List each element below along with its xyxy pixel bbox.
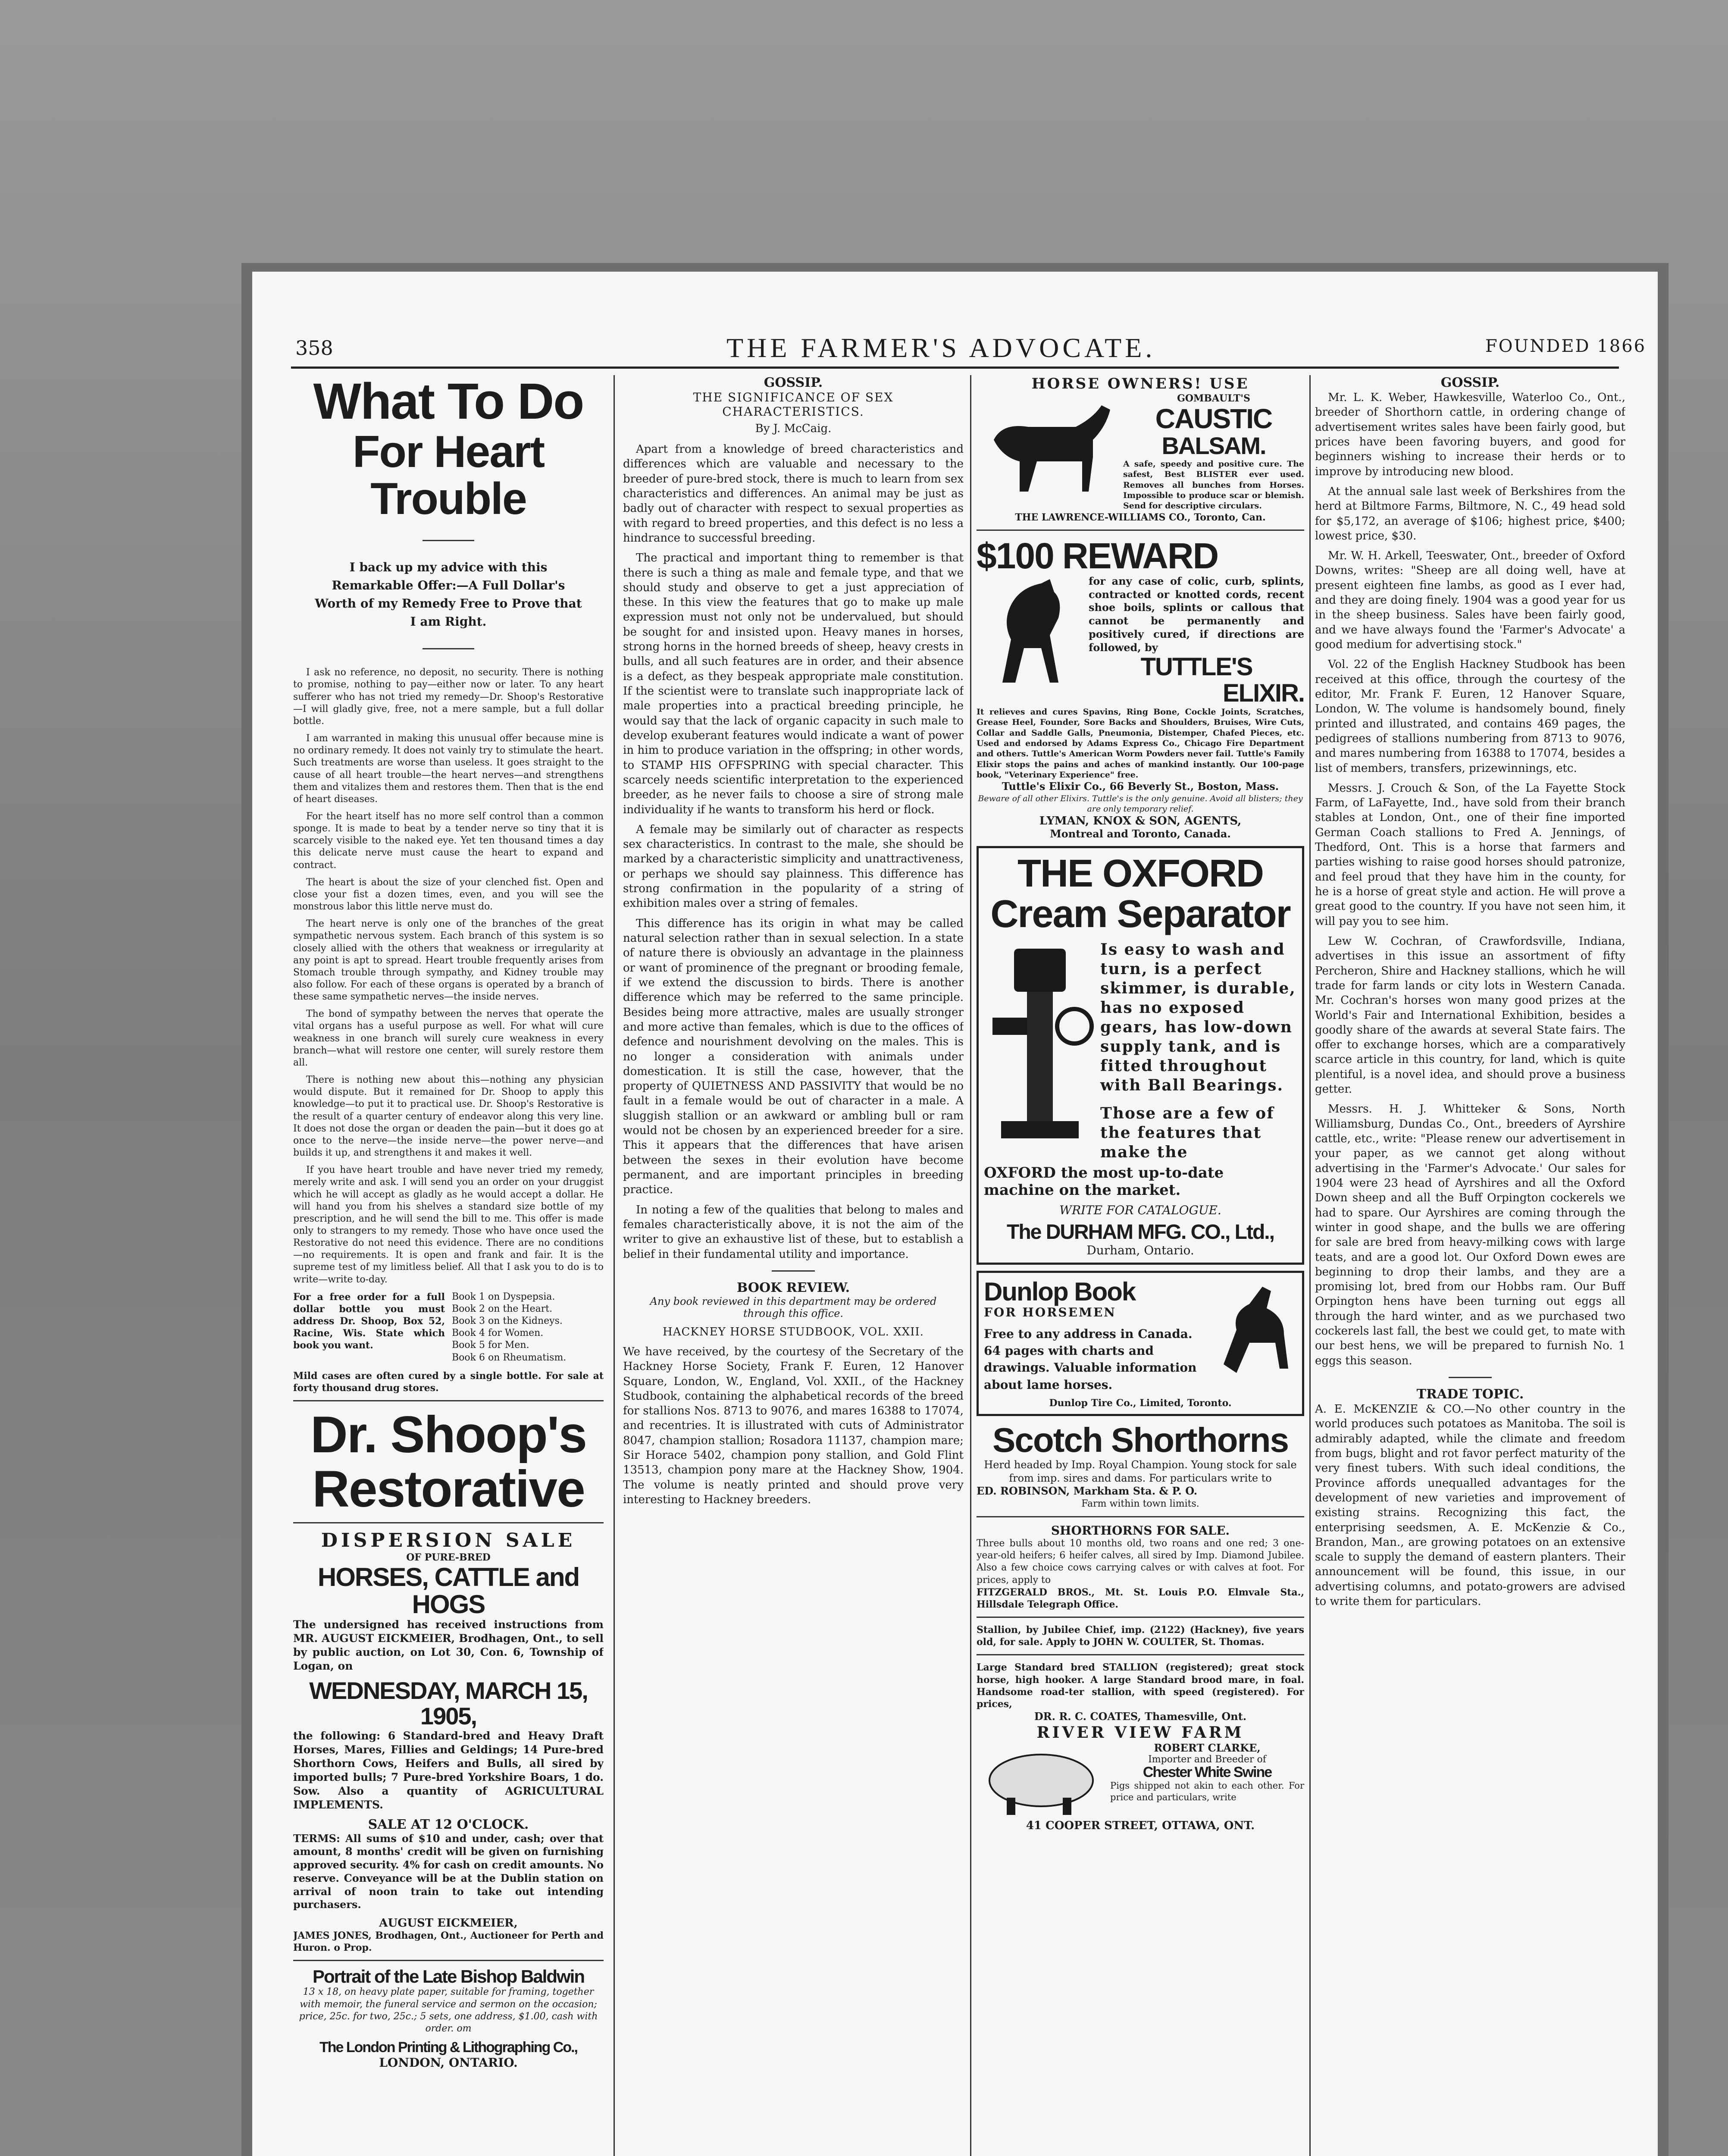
order-block bbox=[293, 1291, 604, 1364]
book-item: Book 3 on the Kidneys. bbox=[452, 1316, 563, 1327]
chester-text-block bbox=[1110, 1742, 1304, 1819]
shoop-title-2: Restorative bbox=[312, 1460, 585, 1518]
horses-title: HORSES, CATTLE and HOGS bbox=[317, 1563, 579, 1619]
offer-text: I back up my advice with this Remarkable Offer:—A Full Dollar's Worth of my Remedy Free to Prove that I am Right. bbox=[315, 560, 582, 629]
book-item: Book 1 on Dyspepsia. bbox=[452, 1291, 555, 1302]
gossip-para: Mr. L. K. Weber, Hawkesville, Waterloo Co., Ont., breeder of Shorthorn cattle, in ordering change of advertisement writes sales have been fairly good, but prices have been favoring buyers, and good for beginners wishing to increase their herds or to improve by introducing new blood. bbox=[1315, 391, 1625, 478]
divider bbox=[977, 1516, 1304, 1517]
oxford-ad bbox=[977, 846, 1304, 1265]
sale-date: WEDNESDAY, MARCH 15, 1905, bbox=[309, 1677, 588, 1730]
heart-body bbox=[293, 667, 604, 1286]
gossip-heading: GOSSIP. bbox=[1440, 375, 1500, 390]
caustic-desc: A safe, speedy and positive cure. The safest, Best BLISTER ever used. Removes all bunches from Horses. Impossible to produce scar or blemish. Send for descriptive circulars. bbox=[1123, 459, 1304, 511]
horse-icon bbox=[977, 392, 1119, 500]
divider bbox=[293, 1960, 604, 1961]
divider bbox=[977, 1654, 1304, 1655]
dunlop-horsemen: FOR HORSEMEN bbox=[984, 1305, 1116, 1320]
dunlop-ad bbox=[977, 1271, 1304, 1416]
fitzgerald: FITZGERALD BROS., Mt. St. Louis P.O. Elmvale Sta., Hillsdale Telegraph Office. bbox=[977, 1586, 1304, 1610]
tuttle-text-block bbox=[1089, 575, 1304, 707]
newspaper-page bbox=[252, 272, 1658, 2156]
reward-amount: $100 bbox=[977, 535, 1054, 576]
column-divider bbox=[1309, 375, 1311, 2156]
review-heading: BOOK REVIEW. bbox=[736, 1280, 850, 1295]
review-note: Any book reviewed in this department may be ordered through this office. bbox=[650, 1295, 937, 1319]
durham-ontario: Durham, Ontario. bbox=[1086, 1243, 1194, 1258]
dunlop-company: Dunlop Tire Co., Limited, Toronto. bbox=[1049, 1397, 1232, 1409]
heart-para: The bond of sympathy between the nerves that operate the vital organs has a useful purpose as well. For what will cure weakness in one branch will surely cure weakness in every branch—what will restore one center, will surely restore them all. bbox=[293, 1009, 604, 1068]
standard-ad: Large Standard bred STALLION (registered); great stock horse, high hooker. A large Standard brood mare, in foal. Handsome road-ter stallion, with speed (registered). For prices, bbox=[977, 1662, 1304, 1710]
column-divider bbox=[614, 375, 615, 2156]
book-item: Book 2 on the Heart. bbox=[452, 1303, 553, 1314]
oxford-features-2: Those are a few of the features that make the bbox=[1100, 1104, 1274, 1161]
book-item: Book 6 on Rheumatism. bbox=[452, 1352, 567, 1363]
chester-white: Chester White Swine bbox=[1143, 1764, 1272, 1780]
lyman-knox: LYMAN, KNOX & SON, AGENTS, bbox=[1039, 814, 1242, 827]
article-para: A female may be similarly out of character as respects sex characteristics. In contrast to the male, she should be marked by a characteristic simplicity and unattractiveness, or perhaps we should say plainness. This difference has strong confirmation in the popularity of a string of exhibition males over a string of females. bbox=[623, 823, 964, 910]
divider bbox=[977, 1617, 1304, 1618]
sale-text: The undersigned has received instructions from MR. AUGUST EICKMEIER, Brodhagen, Ont., to sell by public auction, on Lot 30, Con. 6, Township of Logan, on bbox=[293, 1618, 604, 1673]
sale-list: the following: 6 Standard-bred and Heavy Draft Horses, Mares, Fillies and Geldings; 14 Pure-bred Shorthorn Cows, Heifers and Bulls, all sired by imported bulls; 7 Pure-bred Yorkshire Boars, 1 do. Sow. Also a quantity of AGRICULTURAL IMPLEMENTS. bbox=[293, 1729, 604, 1811]
heart-para: The heart is about the size of your clenched fist. Open and close your fist a dozen times, even, and you will see the monstrous labor this little nerve must do. bbox=[293, 877, 604, 912]
pure-bred-label: OF PURE-BRED bbox=[406, 1552, 491, 1564]
oxford-text-block bbox=[1100, 940, 1297, 1164]
chester-desc: Pigs shipped not akin to each other. For price and particulars, write bbox=[1110, 1780, 1304, 1803]
column-2 bbox=[623, 375, 964, 2156]
heart-para: For the heart itself has no more self control than a common sponge. It is made to beat by a tender nerve so tiny that it is scarcely visible to the naked eye. Yet ten thousand times a day this delicate nerve must cause the heart to expand and contract. bbox=[293, 811, 604, 871]
caustic: CAUSTIC bbox=[1155, 403, 1272, 435]
sale-terms: TERMS: All sums of $10 and under, cash; over that amount, 8 months' credit will be given on furnishing approved security. 4% for cash on credit amounts. No reserve. Conveyance will be at the Dublin station on arrival of noon train to take out intending purchasers. bbox=[293, 1832, 604, 1911]
horse-owners: HORSE OWNERS! USE bbox=[1031, 375, 1249, 392]
scotch-shorthorns: Scotch Shorthorns bbox=[992, 1420, 1289, 1459]
header-rule bbox=[291, 367, 1619, 369]
column-4 bbox=[1315, 375, 1625, 2156]
sale-time: SALE AT 12 O'CLOCK. bbox=[368, 1817, 529, 1832]
page-number: 358 bbox=[295, 336, 333, 360]
founded-line: FOUNDED 1866 bbox=[1485, 336, 1647, 356]
caustic-balsam-ad bbox=[977, 392, 1304, 511]
byline: By J. McCaig. bbox=[755, 422, 832, 435]
london-printing: The London Printing & Lithographing Co., bbox=[319, 2039, 577, 2056]
cooper-street: 41 COOPER STREET, OTTAWA, ONT. bbox=[1026, 1819, 1255, 1832]
heart-para: If you have heart trouble and have never tried my remedy, merely write and ask. I will send you an order on your druggist which he will accept as gladly as he would accept a dollar. He will hand you from his shelves a standard size bottle of my prescription, and he will send the bill to me. This offer is made only to strangers to my remedy. Those who have once used the Restorative do not need this evidence. There are no conditions—no requirements. It is open and frank and fair. It is the supreme test of my limitless belief. All that I ask you to do is to write—write to-day. bbox=[293, 1165, 604, 1285]
trade-text: A. E. McKENZIE & CO.—No other country in the world produces such potatoes as Manitoba. The soil is admirably adapted, while the climate and freedom from bugs, blight and rot favor perfect maturity of the very finest tubers. With such ideal conditions, the Province affords unequalled advantages for the development of new varieties and improvement of existing strains. Recognizing this fact, the enterprising seedsmen, A. E. McKenzie & Co., Brandon, Man., are growing potatoes on an extensive scale to supply the demand of eastern planters. Their announcement will be found, this issue, in our advertising columns, and potato-growers are advised to write them for particulars. bbox=[1315, 1403, 1625, 1608]
oxford-features: Is easy to wash and turn, is a perfect skimmer, is durable, has no exposed gears, has low-down supply tank, and is fitted throughout with Ball Bearings. bbox=[1100, 940, 1296, 1094]
dunlop-text-block bbox=[984, 1278, 1211, 1393]
column-1 bbox=[293, 375, 604, 2156]
mild-cases: Mild cases are often cured by a single bottle. For sale at forty thousand drug stores. bbox=[293, 1370, 604, 1394]
scotch-desc: Herd headed by Imp. Royal Champion. Young stock for sale from imp. sires and dams. For particulars write to bbox=[984, 1458, 1297, 1484]
bucking-horse-icon bbox=[1211, 1278, 1297, 1382]
divider bbox=[293, 1522, 604, 1523]
dunlop-top bbox=[984, 1278, 1297, 1393]
write-catalogue: WRITE FOR CATALOGUE. bbox=[1059, 1203, 1221, 1217]
heart-para: There is nothing new about this—nothing any physician would dispute. But it remained for Dr. Shoop to apply this knowledge—to put it to practical use. Dr. Shoop's Restorative is the result of a quarter century of endeavor along this very line. It does not dose the organ or deaden the pain—but it does go at once to the nerve—the inside nerve—the power nerve—and builds it up, and strengthens it and makes it well. bbox=[293, 1075, 604, 1159]
rearing-horse-icon bbox=[977, 575, 1084, 691]
gossip-para: Messrs. H. J. Whitteker & Sons, North Williamsburg, Dundas Co., Ont., breeders of Ayrshire cattle, etc., write: "Please renew our advertisement in your paper, as we cannot get along without advertising in the 'Farmer's Advocate.' Our sales for 1904 were 23 head of Ayrshires and all the Oxford Down sheep and all the Buff Orpington cockerels we had to spare. Our Ayrshires are coming through the winter in good shape, and the bulls we are offering for sale are bred from heavy-milking cows with large teats, and are a good lot. Our Oxford Down ewes are beginning to drop their lambs, and they are a promising lot, bred from our Hobbs ram. Our Buff Orpington hens have been turning out eggs all through the hard winter, and as we purchased two cockerels last fall, the best we could get, to mate with our best hens, we will be prepared to furnish No. 1 eggs this season. bbox=[1315, 1103, 1625, 1367]
short-rule bbox=[423, 648, 474, 649]
dunlop-title: Dunlop Book bbox=[984, 1277, 1136, 1307]
pig-icon bbox=[977, 1742, 1106, 1819]
gombaults: GOMBAULT'S bbox=[1177, 393, 1250, 404]
article-title: THE SIGNIFICANCE OF SEX CHARACTERISTICS. bbox=[693, 390, 894, 419]
shorthorns-desc: Three bulls about 10 months old, two roans and one red; 3 one-year-old heifers; 6 heifer calves, all sired by Imp. Diamond Jubilee. Also a few choice cows carrying calves or with calves at foot. For prices, apply to bbox=[977, 1538, 1304, 1586]
caustic-text-block bbox=[1123, 392, 1304, 511]
oxford-body bbox=[984, 940, 1297, 1164]
shorthorns-sale: SHORTHORNS FOR SALE. bbox=[1051, 1523, 1230, 1538]
book-item: Book 4 for Women. bbox=[452, 1328, 544, 1339]
tuttle-name: TUTTLE'S bbox=[1140, 653, 1252, 681]
dispersion-sale: DISPERSION SALE bbox=[321, 1529, 576, 1552]
oxford-machine: OXFORD the most up-to-date machine on the market. bbox=[984, 1164, 1224, 1199]
heart-para: I ask no reference, no deposit, no security. There is nothing to promise, nothing to pay—either now or later. To any heart sufferer who has not tried my remedy—Dr. Shoop's Restorative—I will gladly give, free, not a mere sample, but a full dollar bottle. bbox=[293, 667, 604, 727]
lawrence-williams: THE LAWRENCE-WILLIAMS CO., Toronto, Can. bbox=[1015, 511, 1266, 523]
heart-headline-2: For Heart Trouble bbox=[352, 426, 545, 524]
auctioneer: JAMES JONES, Brodhagen, Ont., Auctioneer for Perth and Huron. o Prop. bbox=[293, 1930, 604, 1954]
short-rule bbox=[772, 1270, 815, 1272]
article-body bbox=[623, 442, 964, 1262]
heart-para: The heart nerve is only one of the branches of the great sympathetic nervous system. Each branch of this system is so closely allied with the others that weakness or irregularity at any point is apt to spread. Heart trouble frequently arises from Stomach trouble through sympathy, and Kidney trouble may also follow. For each of these organs is operated by a branch of these same sympathetic nerves—the inside nerves. bbox=[293, 918, 604, 1003]
tuttle-address: Tuttle's Elixir Co., 66 Beverly St., Boston, Mass. bbox=[1002, 780, 1279, 793]
gossip-para: At the annual sale last week of Berkshires from the herd at Biltmore Farms, Biltmore, N. C., 49 head sold for $5,172, an average of $106; highest price, $400; lowest price, $30. bbox=[1315, 485, 1625, 542]
article-para: In noting a few of the qualities that belong to males and females characteristically above, it is not the aim of the writer to give an exhaustive list of these, but to establish a belief in their fundamental utility and importance. bbox=[623, 1203, 964, 1261]
portrait-title: Portrait of the Late Bishop Baldwin bbox=[312, 1966, 585, 1987]
stallion-ad: Stallion, by Jubilee Chief, imp. (2122) (Hackney), five years old, for sale. Apply to JOHN W. COULTER, St. Thomas. bbox=[977, 1624, 1304, 1648]
farm-limits: Farm within town limits. bbox=[1081, 1498, 1199, 1509]
heart-headline-1: What To Do bbox=[313, 375, 584, 430]
montreal-toronto: Montreal and Toronto, Canada. bbox=[1050, 827, 1231, 840]
divider bbox=[293, 1400, 604, 1401]
tuttle-beware: Beware of all other Elixirs. Tuttle's is the only genuine. Avoid all blisters; they are only temporary relief. bbox=[978, 794, 1303, 814]
oxford-subtitle: Cream Separator bbox=[990, 893, 1290, 936]
column-3 bbox=[977, 375, 1304, 2156]
reward-text: for any case of colic, curb, splints, contracted or knotted cords, recent shoe boils, splints or callous that cannot be permanently and positively cured, if directions are followed, by bbox=[1089, 575, 1304, 654]
tuttle-ad bbox=[977, 575, 1304, 707]
heart-para: I am warranted in making this unusual offer because mine is no ordinary remedy. It does not vainly try to stimulate the heart. Such treatments are worse than useless. It goes straight to the cause of all heart trouble—the heart nerves—and strengthens them and vitalizes them and restores them. Then that is the end of heart diseases. bbox=[293, 733, 604, 805]
durham-co: The DURHAM MFG. CO., Ltd., bbox=[1007, 1220, 1274, 1244]
short-rule bbox=[1449, 1377, 1492, 1378]
gossip-body bbox=[1315, 390, 1625, 1368]
reward-word: REWARD bbox=[1062, 535, 1218, 576]
gossip-heading: GOSSIP. bbox=[764, 375, 823, 390]
masthead: THE FARMER'S ADVOCATE. bbox=[726, 332, 1156, 363]
books-list bbox=[452, 1291, 604, 1364]
short-rule bbox=[423, 540, 474, 541]
order-text: For a free order for a full dollar bottle you must address Dr. Shoop, Box 52, Racine, Wis. State which book you want. bbox=[293, 1291, 445, 1351]
portrait-text: 13 x 18, on heavy plate paper, suitable for framing, together with memoir, the funeral service and sermon on the occasion; price, 25c. for two, 25c.; 5 sets, one address, $1.00, cash with order. om bbox=[299, 1987, 598, 2034]
gossip-para: Mr. W. H. Arkell, Teeswater, Ont., breeder of Oxford Downs, writes: "Sheep are all doing well, have at present eighteen fine lambs, as good as I ever had, and they are doing finely. 1904 was a good year for us in the sheep business. Sales have been fairly good, and we have always found the 'Farmer's Advocate' a good medium for advertising stock." bbox=[1315, 549, 1625, 651]
article-para: This difference has its origin in what may be called natural selection rather than in sexual selection. In a state of nature there is obviously an advantage in the plainness or want of prominence of the pregnant or brooding female, if we extend the discussion to birds. There is another difference which may be referred to the same principle. Besides being more attractive, males are usually stronger and more active than females, which is due to the offices of defence and nourishment devolving on the males. This is no longer a consideration with animals under domestication. It is still the case, however, that the property of QUIETNESS AND PASSIVITY that would be no fault in a female would be out of character in a male. A sluggish stallion or an awkward or ambling bull or ram would not be chosen by an experienced breeder for a sire. This it appears that the differences that have arisen between the sexes in their evolution have become permanent, and are important principles in breeding practice. bbox=[623, 917, 964, 1197]
london-ontario: LONDON, ONTARIO. bbox=[379, 2055, 518, 2070]
column-divider bbox=[970, 375, 971, 2156]
balsam: BALSAM. bbox=[1161, 432, 1266, 460]
gossip-para: Lew W. Cochran, of Crawfordsville, Indiana, advertises in this issue an assortment of fifty Percheron, Shire and Hackney stallions, which he will trade for farm lands or city lots in Western Canada. Mr. Cochran's horses won many good prizes at the World's Fair and International Exhibition, besides a goodly share of the awards at several State fairs. The offer to exchange horses, which are a comparatively scarce article in this country, for land, which is quite plentiful, is a novel idea, and should prove a business getter. bbox=[1315, 934, 1625, 1096]
review-text: We have received, by the courtesy of the Secretary of the Hackney Horse Society, Frank F. Euren, 12 Hanover Square, London, W., England, Vol. XXII., of the Hackney Studbook, containing the alphabetical records of the breed for stallions Nos. 8713 to 9076, and mares 16388 to 17074, and recentries. It is illustrated with cuts of Administrator 8047, champion stallion; Rosadora 11137, champion mare; Sir Horace 5402, champion pony stallion, and Gold Flint 13513, champion pony mare at the Hackney Show, 1904. The volume is neatly printed and should prove very interesting to Hackney breeders. bbox=[623, 1345, 964, 1506]
trade-topic: TRADE TOPIC. bbox=[1416, 1387, 1524, 1402]
gossip-para: Vol. 22 of the English Hackney Studbook has been received at this office, through the courtesy of the editor, Mr. Frank F. Euren, 12 Hanover Square, London, W. The volume is handsomely bound, finely printed and illustrated, and contains 469 pages, the pedigrees of stallions numbering from 8713 to 9076, and mares numbering from 16388 to 17074, besides a list of members, transfers, prizewinnings, etc. bbox=[1315, 658, 1625, 775]
importer: Importer and Breeder of bbox=[1148, 1754, 1266, 1765]
divider bbox=[977, 530, 1304, 531]
tuttle-elixir: ELIXIR. bbox=[1222, 679, 1304, 708]
riverview-farm: RIVER VIEW FARM bbox=[1036, 1723, 1244, 1742]
tuttle-desc: It relieves and cures Spavins, Ring Bone, Cockle Joints, Scratches, Grease Heel, Founder, Sore Backs and Shoulders, Bruises, Wire Cuts, Collar and Saddle Galls, Pneumonia, Distemper, Chafed Pieces, etc. Used and endorsed by Adams Express Co., Chicago Fire Department and others. Tuttle's American Worm Powders never fail. Tuttle's Family Elixir stops the pains and aches of mankind instantly. Our 100-page book, "Veterinary Experience" free. bbox=[977, 707, 1304, 780]
robinson: ED. ROBINSON, Markham Sta. & P. O. bbox=[977, 1485, 1198, 1498]
coates: DR. R. C. COATES, Thamesville, Ont. bbox=[1034, 1710, 1247, 1723]
clarke: ROBERT CLARKE, bbox=[1154, 1741, 1261, 1754]
oxford-title: THE OXFORD bbox=[1017, 852, 1263, 895]
gossip-para: Messrs. J. Crouch & Son, of the La Fayette Stock Farm, of LaFayette, Ind., have sold from their branch stables at London, Ont., one of their fine imported German Coach stallions to Fred A. Jennings, of Thedford, Ont. This is a horse that farmers and parties wishing to raise good horses should patronize, and feel proud that they have him in the county, for he is a horse of great style and action. He will prove a great good to the country. If you have not seen him, it will pay you to see him. bbox=[1315, 781, 1625, 928]
article-para: Apart from a knowledge of breed characteristics and differences which are valuable and necessary to the breeder of pure-bred stock, there is much to learn from sex characteristics and differences. An animal may be just as badly out of character with respect to sexual properties as with regard to breed properties, and this defect is no less a hindrance to successful breeding. bbox=[623, 443, 964, 545]
reward-heading bbox=[977, 537, 1304, 575]
review-title: HACKNEY HORSE STUDBOOK, VOL. XXII. bbox=[663, 1325, 924, 1338]
book-item: Book 5 for Men. bbox=[452, 1340, 529, 1351]
chester-ad bbox=[977, 1742, 1304, 1819]
dunlop-desc: Free to any address in Canada. 64 pages with charts and drawings. Valuable information about lame horses. bbox=[984, 1327, 1197, 1392]
shoop-title-1: Dr. Shoop's bbox=[310, 1406, 586, 1464]
separator-icon bbox=[984, 940, 1096, 1164]
eickmeier: AUGUST EICKMEIER, bbox=[379, 1917, 518, 1930]
article-para: The practical and important thing to remember is that there is such a thing as male and female type, and that we should study and observe to get a just appreciation of these. In this view the features that go to make up male expression must not only not be undervalued, but should be sought for and insisted upon. Heavy manes in horses, strong horns in the horned breeds of sheep, heavy crests in bulls, and all such features are in order, and their absence is a defect, as they bespeak appropriate male constitution. If the scientist were to translate such inappropriate lack of male properties into a practical breeding principle, he would say that the lack of organic capacity in such male to develop exuberant features would indicate a want of power in him to produce variation in the offspring; in other words, to STAMP HIS OFFSPRING with special character. This scarcely needs scientific interpretation to the experienced breeder, as he never fails to choose a sire of strong male individuality if he wants to transform his herd or flock. bbox=[623, 552, 964, 816]
